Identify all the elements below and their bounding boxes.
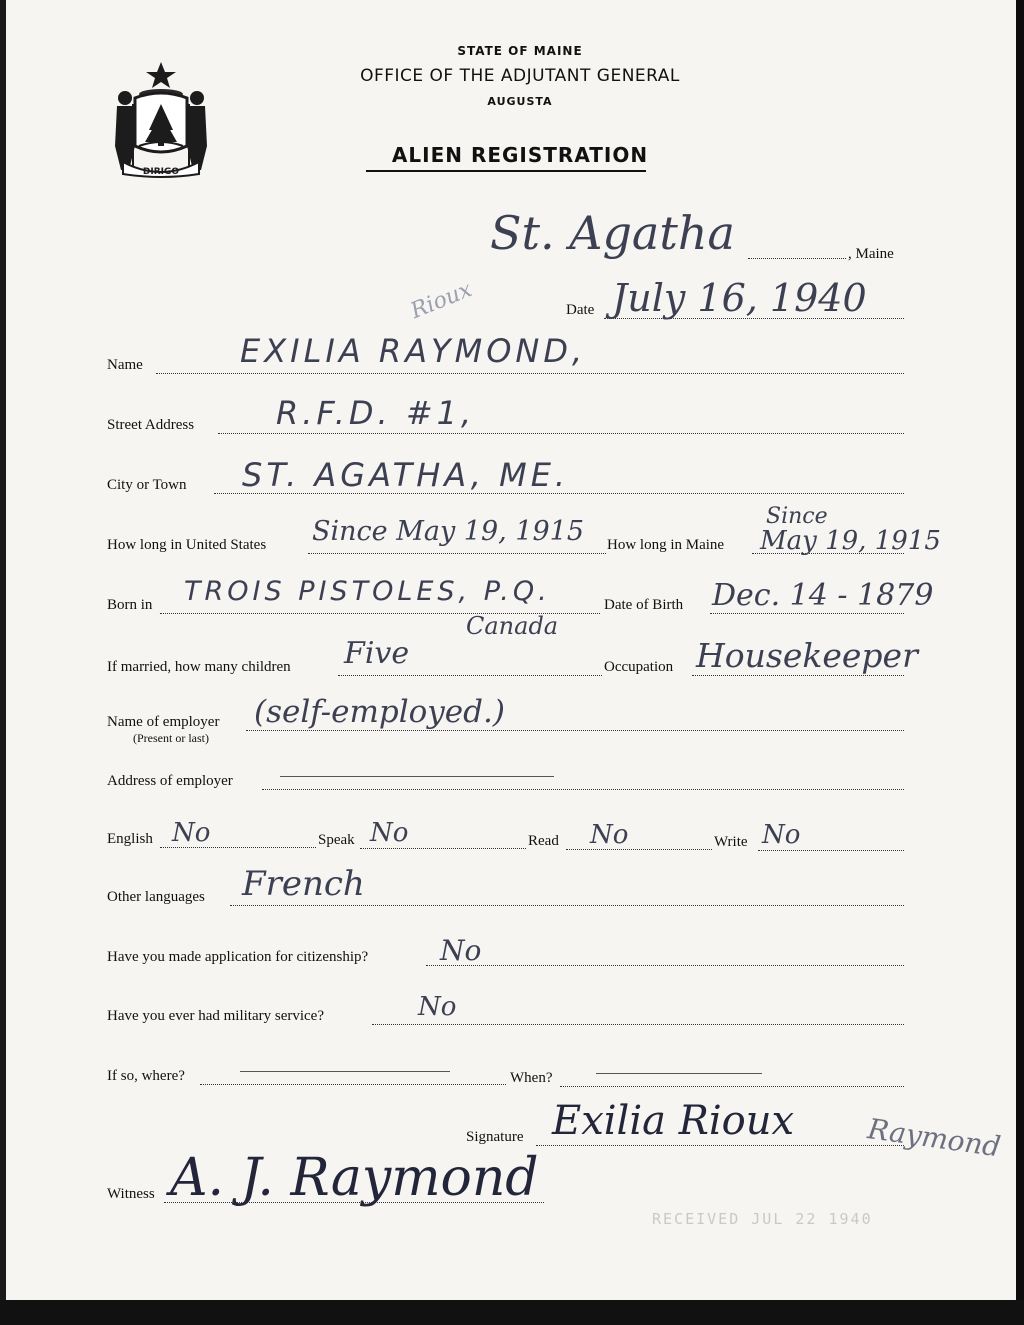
children-value: Five [344,636,410,671]
where-line [200,1084,506,1085]
witness-label: Witness [107,1186,155,1202]
languages-line [230,905,904,906]
occupation-line [692,675,904,676]
children-line [338,675,602,676]
street-label: Street Address [107,417,195,433]
city-value: ST. AGATHA, ME. [242,456,570,494]
form-title: ALIEN REGISTRATION [391,143,649,167]
employer-label: Name of employer [107,714,220,730]
dob-line [710,613,904,614]
dob-label: Date of Birth [604,597,684,613]
signature-value: Exilia Rioux [552,1098,795,1144]
when-dash [596,1073,762,1074]
name-value: EXILIA RAYMOND, [240,332,587,370]
city-label: City or Town [107,477,187,493]
born-note: Canada [466,612,559,640]
signature-line [536,1145,904,1146]
citizenship-value: No [440,934,482,967]
signature-addition: Raymond [865,1112,1003,1164]
us-residence-label: How long in United States [107,537,267,553]
where-dash [240,1071,450,1072]
place-value: St. Agatha [490,206,735,260]
occupation-value: Housekeeper [696,636,918,675]
children-label: If married, how many children [107,659,291,675]
title-underline [366,170,646,172]
scan-edge-bottom [0,1300,1024,1325]
street-line [218,433,904,434]
write-label: Write [714,834,748,850]
english-value: No [172,818,211,848]
name-line [156,373,904,374]
place-line [748,258,846,259]
where-label: If so, where? [107,1068,185,1084]
header-state: STATE OF MAINE [457,44,583,58]
english-label: English [107,831,153,847]
svg-text:DIRIGO: DIRIGO [142,167,180,177]
us-residence-line [308,553,606,554]
languages-value: French [242,864,365,904]
maine-residence-note: Since [766,504,828,529]
read-line [566,849,712,850]
read-value: No [590,820,629,850]
header-office: OFFICE OF THE ADJUTANT GENERAL [360,66,680,86]
employer-sublabel: (Present or last) [133,731,209,745]
place-label: , Maine [848,246,894,262]
write-value: No [762,820,801,850]
dob-value: Dec. 14 - 1879 [712,578,934,613]
name-label: Name [107,357,143,373]
maine-residence-value: May 19, 1915 [760,526,941,556]
languages-label: Other languages [107,889,205,905]
date-value: July 16, 1940 [612,276,867,320]
read-label: Read [528,833,559,849]
military-label: Have you ever had military service? [107,1008,324,1024]
employer-value: (self-employed.) [254,694,505,730]
street-value: R.F.D. #1, [276,394,476,432]
citizenship-line [426,965,904,966]
name-annotation: Rioux [407,277,476,325]
scan-edge-right [1016,0,1024,1325]
speak-line [360,848,526,849]
military-line [372,1024,904,1025]
born-value: TROIS PISTOLES, P.Q. [184,576,551,607]
write-line [758,850,904,851]
us-residence-value: Since May 19, 1915 [312,516,585,547]
header-city: AUGUSTA [487,95,553,108]
speak-label: Speak [318,832,355,848]
employer-address-dash [280,776,554,777]
received-stamp: RECEIVED JUL 22 1940 [652,1210,873,1228]
born-label: Born in [107,597,153,613]
employer-line [246,730,904,731]
date-label: Date [566,302,595,318]
signature-label: Signature [466,1129,524,1145]
maine-residence-label: How long in Maine [607,537,725,553]
witness-value: A. J. Raymond [170,1148,539,1208]
occupation-label: Occupation [604,659,674,675]
when-line [560,1086,904,1087]
citizenship-label: Have you made application for citizenship? [107,949,369,965]
employer-address-label: Address of employer [107,773,233,789]
speak-value: No [370,818,409,848]
military-value: No [418,992,457,1022]
employer-address-line [262,789,904,790]
when-label: When? [510,1070,553,1086]
